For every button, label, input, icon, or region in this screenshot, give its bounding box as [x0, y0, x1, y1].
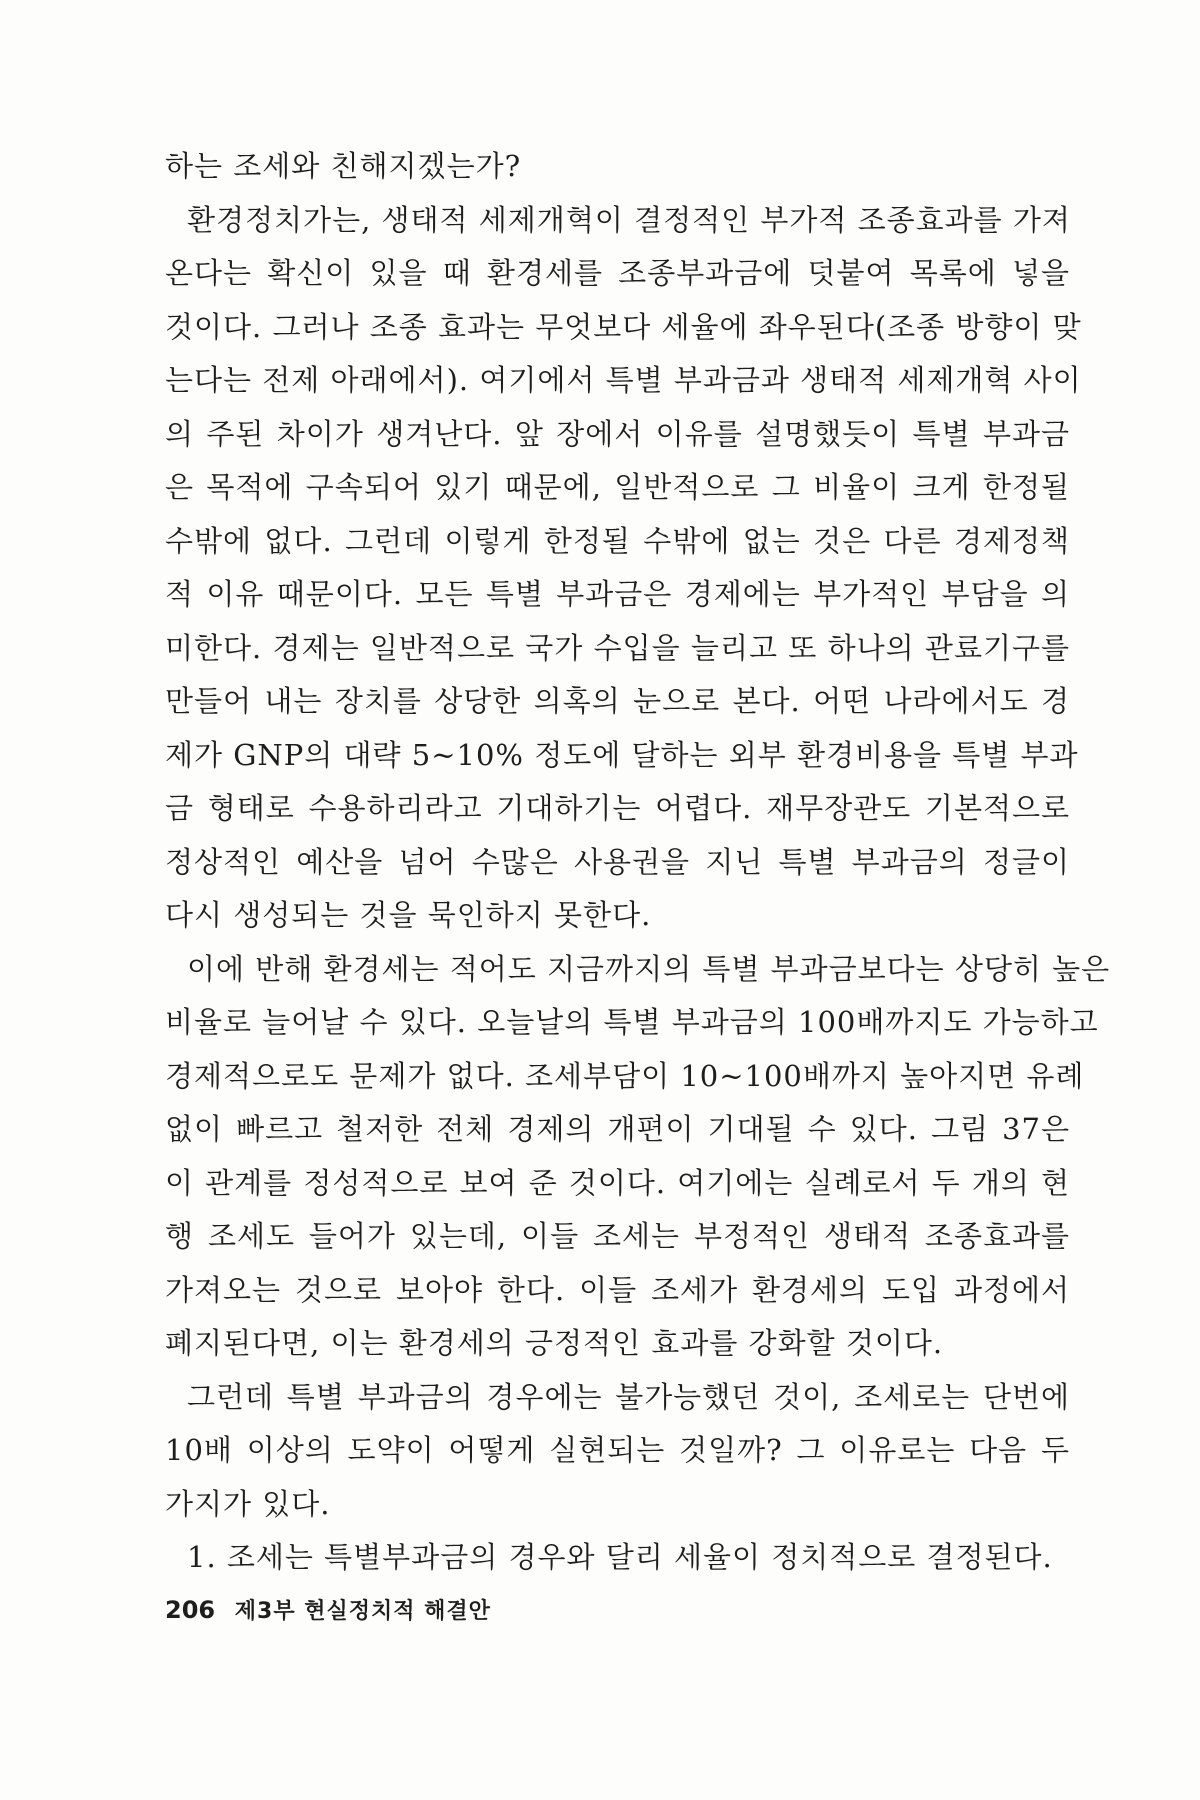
text-line: 정상적인 예산을 넘어 수많은 사용권을 지닌 특별 부과금의 정글이	[165, 844, 1070, 879]
text-line: 의 주된 차이가 생겨난다. 앞 장에서 이유를 설명했듯이 특별 부과금	[165, 416, 1070, 451]
text-line: 이 관계를 정성적으로 보여 준 것이다. 여기에는 실례로서 두 개의 현	[165, 1165, 1070, 1200]
text-line: 폐지된다면, 이는 환경세의 긍정적인 효과를 강화할 것이다.	[165, 1326, 944, 1360]
text-line: 행 조세도 들어가 있는데, 이들 조세는 부정적인 생태적 조종효과를	[165, 1219, 1070, 1253]
text-line: 는다는 전제 아래에서). 여기에서 특별 부과금과 생태적 세제개혁 사이	[165, 363, 1082, 397]
text-line: 가지가 있다.	[165, 1486, 331, 1521]
text-line: 하는 조세와 친해지겠는가?	[165, 149, 522, 183]
page-footer	[165, 1594, 491, 1625]
text-line: 다시 생성되는 것을 묵인하지 못한다.	[165, 898, 652, 932]
text-line: 경제적으로도 문제가 없다. 조세부담이 10~100배까지 높아지면 유례	[165, 1058, 1085, 1093]
text-line: 은 목적에 구속되어 있기 때문에, 일반적으로 그 비율이 크게 한정될	[165, 470, 1070, 504]
paragraph	[165, 1371, 1070, 1532]
paragraph	[165, 194, 1082, 943]
text-line: 비율로 늘어날 수 있다. 오늘날의 특별 부과금의 100배까지도 가능하고	[165, 1005, 1099, 1039]
paragraph	[165, 1531, 1070, 1585]
text-line: 그런데 특별 부과금의 경우에는 불가능했던 것이, 조세로는 단번에	[187, 1379, 1070, 1414]
paragraph	[165, 943, 1111, 1371]
text-line: 온다는 확신이 있을 때 환경세를 조종부과금에 덧붙여 목록에 넣을	[165, 256, 1070, 290]
text-line: 금 형태로 수용하리라고 기대하기는 어렵다. 재무장관도 기본적으로	[165, 791, 1070, 825]
text-line: 가져오는 것으로 보아야 한다. 이들 조세가 환경세의 도입 과정에서	[165, 1272, 1070, 1307]
text-line: 10배 이상의 도약이 어떻게 실현되는 것일까? 그 이유로는 다음 두	[165, 1433, 1070, 1467]
text-line: 환경정치가는, 생태적 세제개혁이 결정적인 부가적 조종효과를 가져	[187, 202, 1071, 237]
text-line: 수밖에 없다. 그런데 이렇게 한정될 수밖에 없는 것은 다른 경제정책	[165, 523, 1070, 558]
text-line: 적 이유 때문이다. 모든 특별 부과금은 경제에는 부가적인 부담을 의	[165, 577, 1070, 611]
text-line: 미한다. 경제는 일반적으로 국가 수입을 늘리고 또 하나의 관료기구를	[165, 630, 1070, 665]
text-line: 없이 빠르고 철저한 전체 경제의 개편이 기대될 수 있다. 그림 37은	[165, 1112, 1070, 1146]
text-line: 것이다. 그러나 조종 효과는 무엇보다 세율에 좌우된다(조종 방향이 맞	[165, 309, 1082, 344]
text-line: 1. 조세는 특별부과금의 경우와 달리 세율이 정치적으로 결정된다.	[187, 1540, 1053, 1574]
text-line: 이에 반해 환경세는 적어도 지금까지의 특별 부과금보다는 상당히 높은	[187, 951, 1111, 986]
body-text	[165, 140, 1111, 1585]
part-title: 제3부 현실정치적 해결안	[234, 1599, 491, 1624]
text-line: 제가 GNP의 대략 5~10% 정도에 달하는 외부 환경비용을 특별 부과	[165, 737, 1079, 772]
page-number: 206	[165, 1596, 216, 1624]
text-line: 만들어 내는 장치를 상당한 의혹의 눈으로 본다. 어떤 나라에서도 경	[165, 684, 1070, 718]
paragraph	[165, 140, 1070, 194]
